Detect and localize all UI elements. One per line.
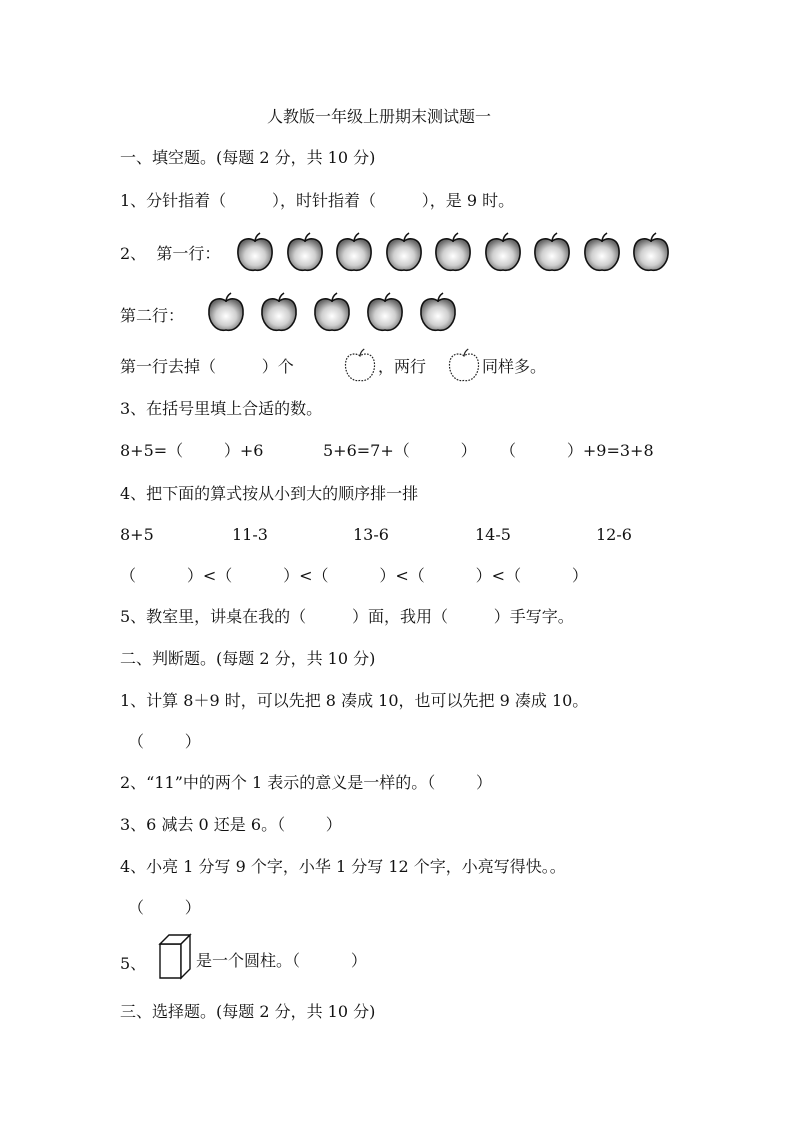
apple-icon (334, 232, 374, 274)
apple-icon (235, 232, 275, 274)
apple-icon (384, 232, 424, 274)
apple-icon (447, 348, 481, 384)
s1-q3-item-2: 5+6=7+（ ） (323, 441, 477, 460)
apple-icon (418, 292, 458, 334)
s1-q4-expr-5: 12-6 (596, 525, 632, 544)
s1-q4-expr-1: 8+5 (120, 525, 154, 544)
apple-icon (532, 232, 572, 274)
page-title: 人教版一年级上册期末测试题一 (267, 107, 492, 126)
s2-question-5-number: 5、 (120, 954, 147, 973)
s1-q4-expr-4: 14-5 (475, 525, 511, 544)
s1-q3-item-1: 8+5=（ ）+6 (120, 441, 264, 460)
s1-q4-expr-3: 13-6 (353, 525, 389, 544)
apple-icon (312, 292, 352, 334)
s1-question-1: 1、分针指着（ ），时针指着（ ），是 9 时。 (120, 191, 515, 210)
s1-question-2-text-c: 同样多。 (482, 357, 547, 376)
section2-heading: 二、判断题。(每题 2 分，共 10 分) (120, 649, 376, 668)
s2-question-5-text: 是一个圆柱。（ ） (196, 951, 367, 970)
apple-icon (483, 232, 523, 274)
section1-heading: 一、填空题。(每题 2 分，共 10 分) (120, 148, 376, 167)
s1-question-2-text-b: ，两行 (378, 357, 427, 376)
s1-q3-item-3: （ ）+9=3+8 (500, 441, 654, 460)
s1-question-3: 3、在括号里填上合适的数。 (120, 399, 323, 418)
apple-icon (343, 348, 377, 384)
apple-icon (259, 292, 299, 334)
apple-icon (631, 232, 671, 274)
section3-heading: 三、选择题。(每题 2 分，共 10 分) (120, 1002, 376, 1021)
apple-row-2 (206, 292, 466, 334)
s2-question-1: 1、计算 8＋9 时，可以先把 8 凑成 10，也可以先把 9 凑成 10。 (120, 691, 589, 710)
apple-icon (582, 232, 622, 274)
apple-row-1 (235, 232, 675, 274)
s1-question-5: 5、教室里，讲桌在我的（ ）面，我用（ ）手写字。 (120, 607, 574, 626)
s1-question-2-text-a: 第一行去掉（ ）个 (120, 357, 294, 376)
apple-icon (206, 292, 246, 334)
s2-question-4-blank: （ ） (128, 898, 201, 917)
cuboid-icon (157, 932, 193, 982)
s2-question-4: 4、小亮 1 分写 9 个字，小华 1 分写 12 个字，小亮写得快。。 (120, 857, 566, 876)
s1-question-2-row2-label: 第二行： (120, 306, 185, 325)
apple-icon (285, 232, 325, 274)
s2-question-2: 2、“11”中的两个 1 表示的意义是一样的。（ ） (120, 773, 492, 792)
s1-q4-blanks: （ ）<（ ）<（ ）<（ ）<（ ） (120, 566, 588, 585)
s1-q4-expr-2: 11-3 (232, 525, 268, 544)
s2-question-1-blank: （ ） (128, 732, 201, 751)
s1-question-2-label: 2、 第一行： (120, 244, 221, 263)
s2-question-3: 3、6 减去 0 还是 6。（ ） (120, 815, 342, 834)
apple-icon (365, 292, 405, 334)
s1-question-4: 4、把下面的算式按从小到大的顺序排一排 (120, 484, 419, 503)
apple-icon (433, 232, 473, 274)
